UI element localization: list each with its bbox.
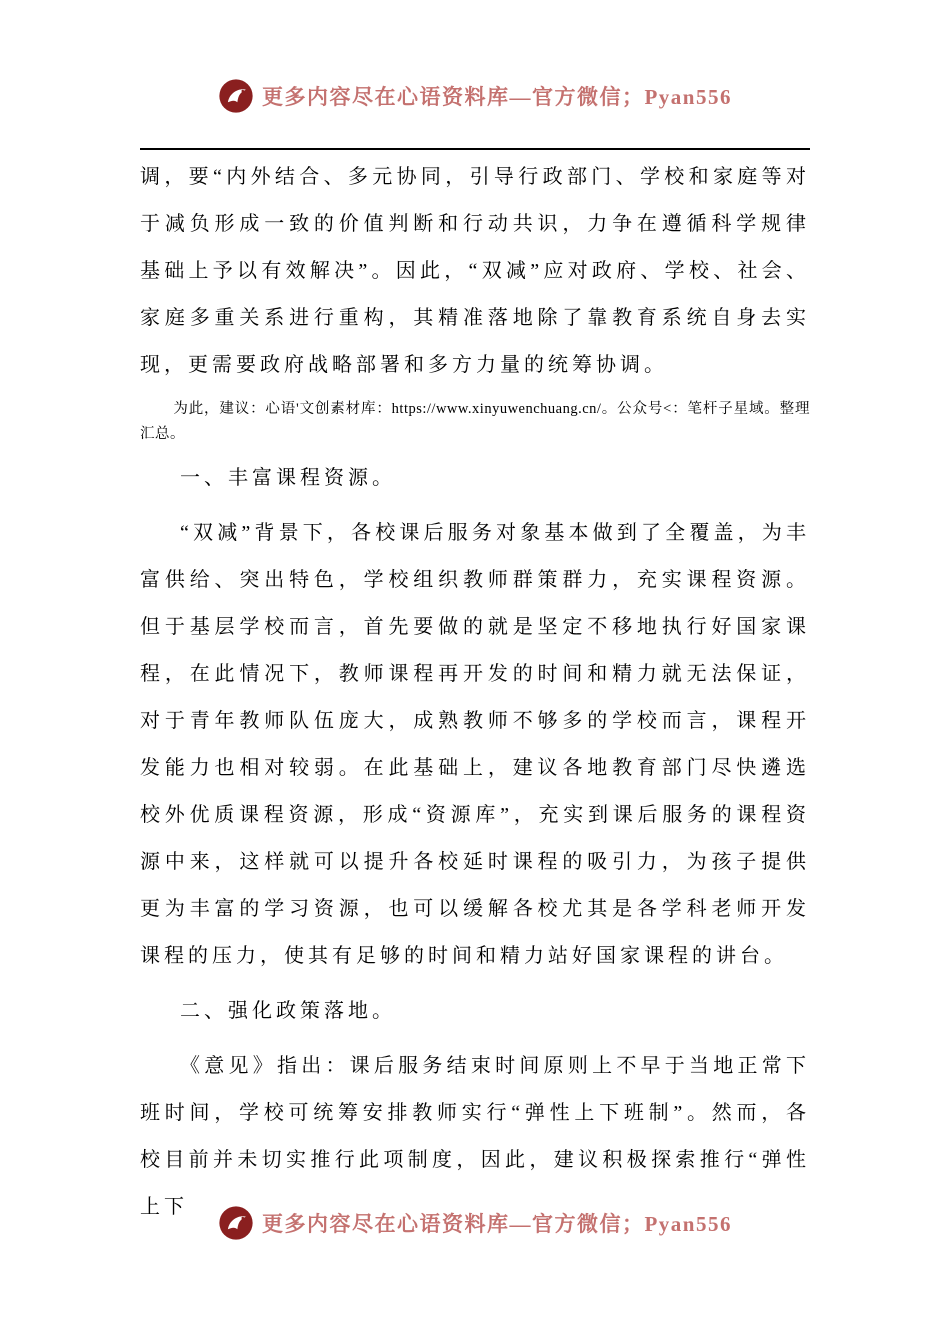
page-footer [140, 1205, 810, 1241]
source-note: 为此，建议：心语'文创素材库：https://www.xinyuwenchuang.cn/。公众号<：笔杆子星域。整理汇总。 [140, 401, 810, 442]
page-header [140, 78, 810, 114]
footer-brand-text: 更多内容尽在心语资料库—官方微信；Pyan556 [261, 1212, 732, 1236]
brand-logo-icon [218, 78, 254, 114]
header-divider [140, 148, 810, 150]
paragraph: “双减”背景下，各校课后服务对象基本做到了全覆盖，为丰富供给、突出特色，学校组织教师群策群力，充实课程资源。但于基层学校而言，首先要做的就是坚定不移地执行好国家课程，在此情况下，教师课程再开发的时间和精力就无法保证，对于青年教师队伍庞大，成熟教师不够多的学校而言，课程开发能力也相对较弱。在此基础上，建议各地教育部门尽快遴选校外优质课程资源，形成“资源库”，充实到课后服务的课程资源中来，这样就可以提升各校延时课程的吸引力，为孩子提供更为丰富的学习资源，也可以缓解各校尤其是各学科老师开发课程的压力，使其有足够的时间和精力站好国家课程的讲台。 [140, 522, 810, 967]
section-heading-1: 一、丰富课程资源。 [180, 467, 396, 489]
brand-logo-icon [218, 1205, 254, 1241]
paragraph: 《意见》指出：课后服务结束时间原则上不早于当地正常下班时间，学校可统筹安排教师实行“弹性上下班制”。然而，各校目前并未切实推行此项制度，因此，建议积极探索推行“弹性上下 [140, 1055, 810, 1218]
paragraph-continuation: 调，要“内外结合、多元协同，引导行政部门、学校和家庭等对于减负形成一致的价值判断和行动共识，力争在遵循科学规律基础上予以有效解决”。因此，“双减”应对政府、学校、社会、家庭多重关系进行重构，其精准落地除了靠教育系统自身去实现，更需要政府战略部署和多方力量的统筹协调。 [140, 166, 810, 376]
section-heading-2: 二、强化政策落地。 [180, 1000, 396, 1022]
header-brand-text: 更多内容尽在心语资料库—官方微信；Pyan556 [261, 85, 732, 109]
document-body [140, 154, 810, 1231]
